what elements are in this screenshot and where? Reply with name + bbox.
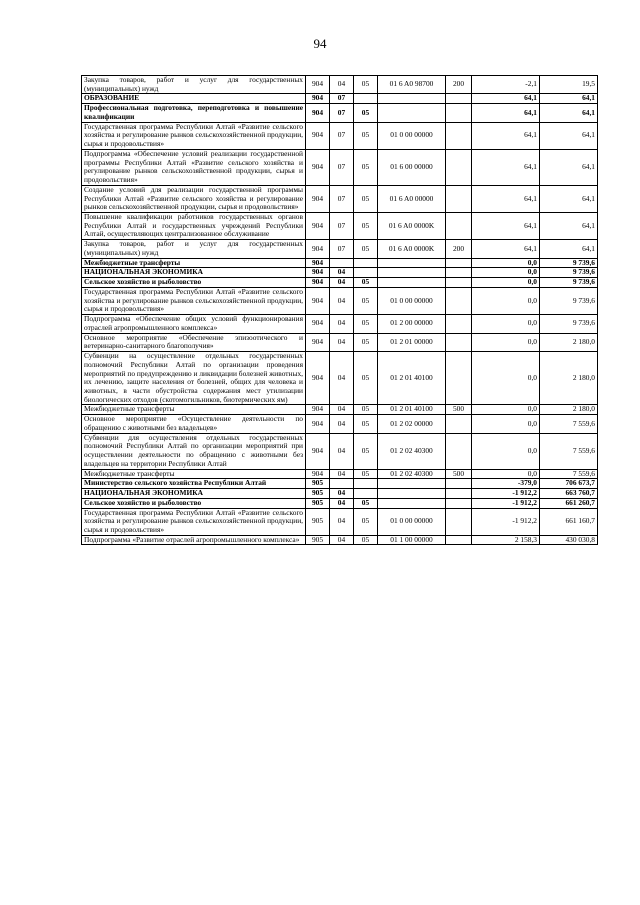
cell-name: Субвенции для осуществления отдельных государственных полномочий Республики Алтай по организации мероприятий при осуществлении деятельности по обращению с животными без владельцев на территории Республики Алтай bbox=[82, 433, 306, 469]
cell-section-code: 04 bbox=[330, 433, 354, 469]
cell-amount-total: 9 739,6 bbox=[540, 287, 598, 314]
table-row bbox=[82, 479, 598, 489]
cell-amount-total: 9 739,6 bbox=[540, 268, 598, 278]
cell-subsection-code: 05 bbox=[354, 415, 378, 433]
cell-expense-type: 200 bbox=[446, 76, 472, 94]
cell-amount-change: 0,0 bbox=[472, 268, 540, 278]
table-row bbox=[82, 94, 598, 104]
cell-ministry-code: 904 bbox=[306, 278, 330, 288]
cell-target-article: 01 2 01 40100 bbox=[378, 352, 446, 405]
cell-section-code: 04 bbox=[330, 489, 354, 499]
cell-section-code: 04 bbox=[330, 315, 354, 333]
cell-amount-change: -1 912,2 bbox=[472, 508, 540, 535]
page-number: 94 bbox=[313, 36, 327, 51]
table-row bbox=[82, 535, 598, 545]
cell-target-article bbox=[378, 104, 446, 122]
cell-expense-type bbox=[446, 433, 472, 469]
cell-amount-change: 0,0 bbox=[472, 405, 540, 415]
cell-ministry-code: 904 bbox=[306, 333, 330, 351]
cell-amount-change: 2 158,3 bbox=[472, 535, 540, 545]
cell-amount-total: 64,1 bbox=[540, 104, 598, 122]
table-row bbox=[82, 287, 598, 314]
table-row bbox=[82, 76, 598, 94]
cell-ministry-code: 905 bbox=[306, 479, 330, 489]
cell-subsection-code: 05 bbox=[354, 185, 378, 212]
cell-name: Сельское хозяйство и рыболовство bbox=[82, 278, 306, 288]
cell-section-code: 04 bbox=[330, 405, 354, 415]
cell-ministry-code: 904 bbox=[306, 433, 330, 469]
cell-target-article: 01 2 02 40300 bbox=[378, 433, 446, 469]
cell-name: НАЦИОНАЛЬНАЯ ЭКОНОМИКА bbox=[82, 268, 306, 278]
cell-subsection-code: 05 bbox=[354, 508, 378, 535]
cell-section-code: 07 bbox=[330, 213, 354, 240]
cell-expense-type bbox=[446, 149, 472, 185]
cell-section-code bbox=[330, 258, 354, 268]
cell-section-code bbox=[330, 479, 354, 489]
cell-name: Основное мероприятие «Осуществление деятельности по обращению с животными без владельцев» bbox=[82, 415, 306, 433]
cell-target-article bbox=[378, 278, 446, 288]
cell-ministry-code: 904 bbox=[306, 258, 330, 268]
cell-target-article bbox=[378, 258, 446, 268]
cell-target-article: 01 2 02 00000 bbox=[378, 415, 446, 433]
cell-section-code: 07 bbox=[330, 94, 354, 104]
cell-target-article: 01 2 00 00000 bbox=[378, 315, 446, 333]
cell-amount-change: 0,0 bbox=[472, 315, 540, 333]
cell-amount-change: 0,0 bbox=[472, 433, 540, 469]
cell-subsection-code: 05 bbox=[354, 535, 378, 545]
cell-amount-change: 0,0 bbox=[472, 278, 540, 288]
cell-expense-type bbox=[446, 352, 472, 405]
table-body bbox=[82, 76, 598, 545]
cell-expense-type bbox=[446, 287, 472, 314]
cell-section-code: 07 bbox=[330, 240, 354, 258]
cell-target-article: 01 6 A0 0000K bbox=[378, 213, 446, 240]
cell-subsection-code: 05 bbox=[354, 333, 378, 351]
cell-amount-total: 9 739,6 bbox=[540, 258, 598, 268]
cell-expense-type bbox=[446, 213, 472, 240]
cell-section-code: 04 bbox=[330, 508, 354, 535]
cell-amount-total: 64,1 bbox=[540, 122, 598, 149]
cell-expense-type bbox=[446, 268, 472, 278]
cell-section-code: 04 bbox=[330, 333, 354, 351]
cell-name: НАЦИОНАЛЬНАЯ ЭКОНОМИКА bbox=[82, 489, 306, 499]
cell-subsection-code: 05 bbox=[354, 76, 378, 94]
cell-subsection-code: 05 bbox=[354, 287, 378, 314]
table-row bbox=[82, 315, 598, 333]
cell-name: Подпрограмма «Развитие отраслей агропромышленного комплекса» bbox=[82, 535, 306, 545]
cell-expense-type bbox=[446, 315, 472, 333]
table-row bbox=[82, 122, 598, 149]
cell-subsection-code bbox=[354, 479, 378, 489]
cell-amount-change: 64,1 bbox=[472, 94, 540, 104]
cell-ministry-code: 904 bbox=[306, 122, 330, 149]
cell-ministry-code: 904 bbox=[306, 268, 330, 278]
cell-amount-total: 9 739,6 bbox=[540, 315, 598, 333]
cell-amount-total: 430 030,8 bbox=[540, 535, 598, 545]
cell-expense-type bbox=[446, 278, 472, 288]
cell-amount-change: 0,0 bbox=[472, 258, 540, 268]
cell-name: Закупка товаров, работ и услуг для государственных (муниципальных) нужд bbox=[82, 240, 306, 258]
cell-target-article: 01 0 00 00000 bbox=[378, 122, 446, 149]
cell-amount-total: 7 559,6 bbox=[540, 415, 598, 433]
cell-amount-change: -1 912,2 bbox=[472, 489, 540, 499]
cell-amount-change: 64,1 bbox=[472, 104, 540, 122]
cell-name: Субвенции на осуществление отдельных государственных полномочий Республики Алтай по организации проведения мероприятий по предупреждению и ликвидации болезней животных, их лечению, защите населения от болезней, общих для человека и животных, в части обустройства содержания мест утилизации биологических отходов (скотомогильников, биотермических ям) bbox=[82, 352, 306, 405]
cell-section-code: 07 bbox=[330, 149, 354, 185]
cell-subsection-code: 05 bbox=[354, 278, 378, 288]
cell-target-article: 01 6 A0 98700 bbox=[378, 76, 446, 94]
cell-ministry-code: 904 bbox=[306, 287, 330, 314]
cell-name: Подпрограмма «Обеспечение условий реализации государственной программы Республики Алтай «Развитие сельского хозяйства и регулирование рынков сельскохозяйственной продукции, сырья и продовольствия» bbox=[82, 149, 306, 185]
cell-name: Создание условий для реализации государственной программы Республики Алтай «Развитие сельского хозяйства и регулирование рынков сельскохозяйственной продукции, сырья и продовольствия» bbox=[82, 185, 306, 212]
cell-amount-total: 706 673,7 bbox=[540, 479, 598, 489]
cell-ministry-code: 904 bbox=[306, 185, 330, 212]
cell-amount-change: 64,1 bbox=[472, 149, 540, 185]
cell-subsection-code bbox=[354, 258, 378, 268]
cell-section-code: 04 bbox=[330, 498, 354, 508]
cell-section-code: 04 bbox=[330, 469, 354, 479]
cell-name: Министерство сельского хозяйства Республики Алтай bbox=[82, 479, 306, 489]
cell-ministry-code: 904 bbox=[306, 469, 330, 479]
table-row bbox=[82, 433, 598, 469]
cell-section-code: 04 bbox=[330, 278, 354, 288]
table-row bbox=[82, 149, 598, 185]
cell-ministry-code: 905 bbox=[306, 489, 330, 499]
table-row bbox=[82, 333, 598, 351]
cell-amount-total: 64,1 bbox=[540, 149, 598, 185]
cell-amount-total: 2 180,0 bbox=[540, 333, 598, 351]
cell-target-article: 01 0 00 00000 bbox=[378, 508, 446, 535]
cell-subsection-code: 05 bbox=[354, 433, 378, 469]
cell-section-code: 04 bbox=[330, 352, 354, 405]
table-row bbox=[82, 489, 598, 499]
cell-subsection-code bbox=[354, 489, 378, 499]
cell-subsection-code bbox=[354, 268, 378, 278]
cell-amount-total: 2 180,0 bbox=[540, 352, 598, 405]
table-row bbox=[82, 185, 598, 212]
cell-name: Закупка товаров, работ и услуг для государственных (муниципальных) нужд bbox=[82, 76, 306, 94]
table-row bbox=[82, 352, 598, 405]
cell-expense-type bbox=[446, 415, 472, 433]
cell-ministry-code: 904 bbox=[306, 149, 330, 185]
budget-table bbox=[81, 75, 598, 545]
cell-ministry-code: 904 bbox=[306, 352, 330, 405]
cell-amount-total: 661 160,7 bbox=[540, 508, 598, 535]
cell-ministry-code: 904 bbox=[306, 240, 330, 258]
cell-target-article bbox=[378, 94, 446, 104]
cell-section-code: 07 bbox=[330, 185, 354, 212]
cell-amount-total: 64,1 bbox=[540, 94, 598, 104]
cell-section-code: 07 bbox=[330, 122, 354, 149]
cell-amount-change: 0,0 bbox=[472, 415, 540, 433]
cell-amount-total: 64,1 bbox=[540, 240, 598, 258]
cell-expense-type bbox=[446, 258, 472, 268]
cell-expense-type bbox=[446, 479, 472, 489]
cell-target-article bbox=[378, 479, 446, 489]
cell-amount-change: 0,0 bbox=[472, 333, 540, 351]
cell-expense-type bbox=[446, 535, 472, 545]
cell-name: Профессиональная подготовка, переподготовка и повышение квалификации bbox=[82, 104, 306, 122]
cell-ministry-code: 905 bbox=[306, 498, 330, 508]
cell-amount-change: -379,0 bbox=[472, 479, 540, 489]
table-row bbox=[82, 405, 598, 415]
cell-expense-type bbox=[446, 498, 472, 508]
cell-ministry-code: 904 bbox=[306, 405, 330, 415]
cell-amount-change: 0,0 bbox=[472, 352, 540, 405]
cell-amount-change: 64,1 bbox=[472, 185, 540, 212]
cell-expense-type: 200 bbox=[446, 240, 472, 258]
cell-amount-change: -2,1 bbox=[472, 76, 540, 94]
cell-subsection-code: 05 bbox=[354, 149, 378, 185]
cell-ministry-code: 904 bbox=[306, 415, 330, 433]
cell-name: ОБРАЗОВАНИЕ bbox=[82, 94, 306, 104]
cell-target-article: 01 1 00 00000 bbox=[378, 535, 446, 545]
cell-expense-type bbox=[446, 185, 472, 212]
cell-name: Межбюджетные трансферты bbox=[82, 469, 306, 479]
cell-amount-change: 64,1 bbox=[472, 240, 540, 258]
cell-name: Межбюджетные трансферты bbox=[82, 405, 306, 415]
cell-section-code: 07 bbox=[330, 104, 354, 122]
table-row bbox=[82, 213, 598, 240]
cell-expense-type bbox=[446, 94, 472, 104]
cell-ministry-code: 904 bbox=[306, 315, 330, 333]
cell-name: Государственная программа Республики Алтай «Развитие сельского хозяйства и регулирование рынков сельскохозяйственной продукции, сырья и продовольствия» bbox=[82, 122, 306, 149]
cell-amount-total: 9 739,6 bbox=[540, 278, 598, 288]
cell-name: Государственная программа Республики Алтай «Развитие сельского хозяйства и регулирование рынков сельскохозяйственной продукции, сырья и продовольствия» bbox=[82, 508, 306, 535]
cell-ministry-code: 904 bbox=[306, 213, 330, 240]
cell-ministry-code: 905 bbox=[306, 508, 330, 535]
table-row bbox=[82, 469, 598, 479]
cell-subsection-code: 05 bbox=[354, 315, 378, 333]
cell-amount-total: 7 559,6 bbox=[540, 469, 598, 479]
cell-amount-total: 64,1 bbox=[540, 185, 598, 212]
cell-target-article: 01 6 A0 00000 bbox=[378, 185, 446, 212]
cell-name: Сельское хозяйство и рыболовство bbox=[82, 498, 306, 508]
table-row bbox=[82, 498, 598, 508]
cell-section-code: 04 bbox=[330, 535, 354, 545]
table-row bbox=[82, 508, 598, 535]
cell-section-code: 04 bbox=[330, 415, 354, 433]
cell-amount-total: 19,5 bbox=[540, 76, 598, 94]
table-row bbox=[82, 258, 598, 268]
cell-subsection-code: 05 bbox=[354, 352, 378, 405]
cell-subsection-code: 05 bbox=[354, 498, 378, 508]
cell-amount-change: -1 912,2 bbox=[472, 498, 540, 508]
cell-name: Основное мероприятие «Обеспечение эпизоотического и ветеринарно-санитарного благополучия» bbox=[82, 333, 306, 351]
cell-expense-type bbox=[446, 104, 472, 122]
cell-target-article: 01 6 00 00000 bbox=[378, 149, 446, 185]
cell-amount-change: 0,0 bbox=[472, 287, 540, 314]
cell-name: Повышение квалификации работников государственных органов Республики Алтай и государственных учреждений Республики Алтай, осуществляющих централизованное обслуживание bbox=[82, 213, 306, 240]
cell-section-code: 04 bbox=[330, 287, 354, 314]
cell-target-article bbox=[378, 498, 446, 508]
cell-expense-type bbox=[446, 508, 472, 535]
cell-subsection-code: 05 bbox=[354, 469, 378, 479]
cell-name: Государственная программа Республики Алтай «Развитие сельского хозяйства и регулирование рынков сельскохозяйственной продукции, сырья и продовольствия» bbox=[82, 287, 306, 314]
cell-amount-total: 663 760,7 bbox=[540, 489, 598, 499]
cell-subsection-code: 05 bbox=[354, 122, 378, 149]
cell-subsection-code: 05 bbox=[354, 405, 378, 415]
cell-amount-change: 0,0 bbox=[472, 469, 540, 479]
cell-section-code: 04 bbox=[330, 76, 354, 94]
cell-amount-total: 7 559,6 bbox=[540, 433, 598, 469]
table-row bbox=[82, 104, 598, 122]
cell-subsection-code: 05 bbox=[354, 213, 378, 240]
cell-expense-type bbox=[446, 122, 472, 149]
table-row bbox=[82, 415, 598, 433]
cell-expense-type: 500 bbox=[446, 469, 472, 479]
cell-ministry-code: 905 bbox=[306, 535, 330, 545]
cell-target-article bbox=[378, 489, 446, 499]
cell-target-article: 01 2 01 40100 bbox=[378, 405, 446, 415]
cell-ministry-code: 904 bbox=[306, 104, 330, 122]
cell-subsection-code: 05 bbox=[354, 240, 378, 258]
cell-target-article bbox=[378, 268, 446, 278]
cell-subsection-code bbox=[354, 94, 378, 104]
cell-ministry-code: 904 bbox=[306, 94, 330, 104]
cell-amount-change: 64,1 bbox=[472, 213, 540, 240]
cell-target-article: 01 6 A0 0000K bbox=[378, 240, 446, 258]
cell-expense-type: 500 bbox=[446, 405, 472, 415]
cell-amount-change: 64,1 bbox=[472, 122, 540, 149]
cell-amount-total: 2 180,0 bbox=[540, 405, 598, 415]
cell-amount-total: 64,1 bbox=[540, 213, 598, 240]
table-row bbox=[82, 278, 598, 288]
cell-ministry-code: 904 bbox=[306, 76, 330, 94]
table-row bbox=[82, 268, 598, 278]
cell-name: Межбюджетные трансферты bbox=[82, 258, 306, 268]
cell-section-code: 04 bbox=[330, 268, 354, 278]
cell-amount-total: 661 260,7 bbox=[540, 498, 598, 508]
cell-target-article: 01 2 01 00000 bbox=[378, 333, 446, 351]
cell-target-article: 01 2 02 40300 bbox=[378, 469, 446, 479]
cell-name: Подпрограмма «Обеспечение общих условий функционирования отраслей агропромышленного комплекса» bbox=[82, 315, 306, 333]
cell-expense-type bbox=[446, 489, 472, 499]
table-row bbox=[82, 240, 598, 258]
cell-expense-type bbox=[446, 333, 472, 351]
cell-target-article: 01 0 00 00000 bbox=[378, 287, 446, 314]
cell-subsection-code: 05 bbox=[354, 104, 378, 122]
